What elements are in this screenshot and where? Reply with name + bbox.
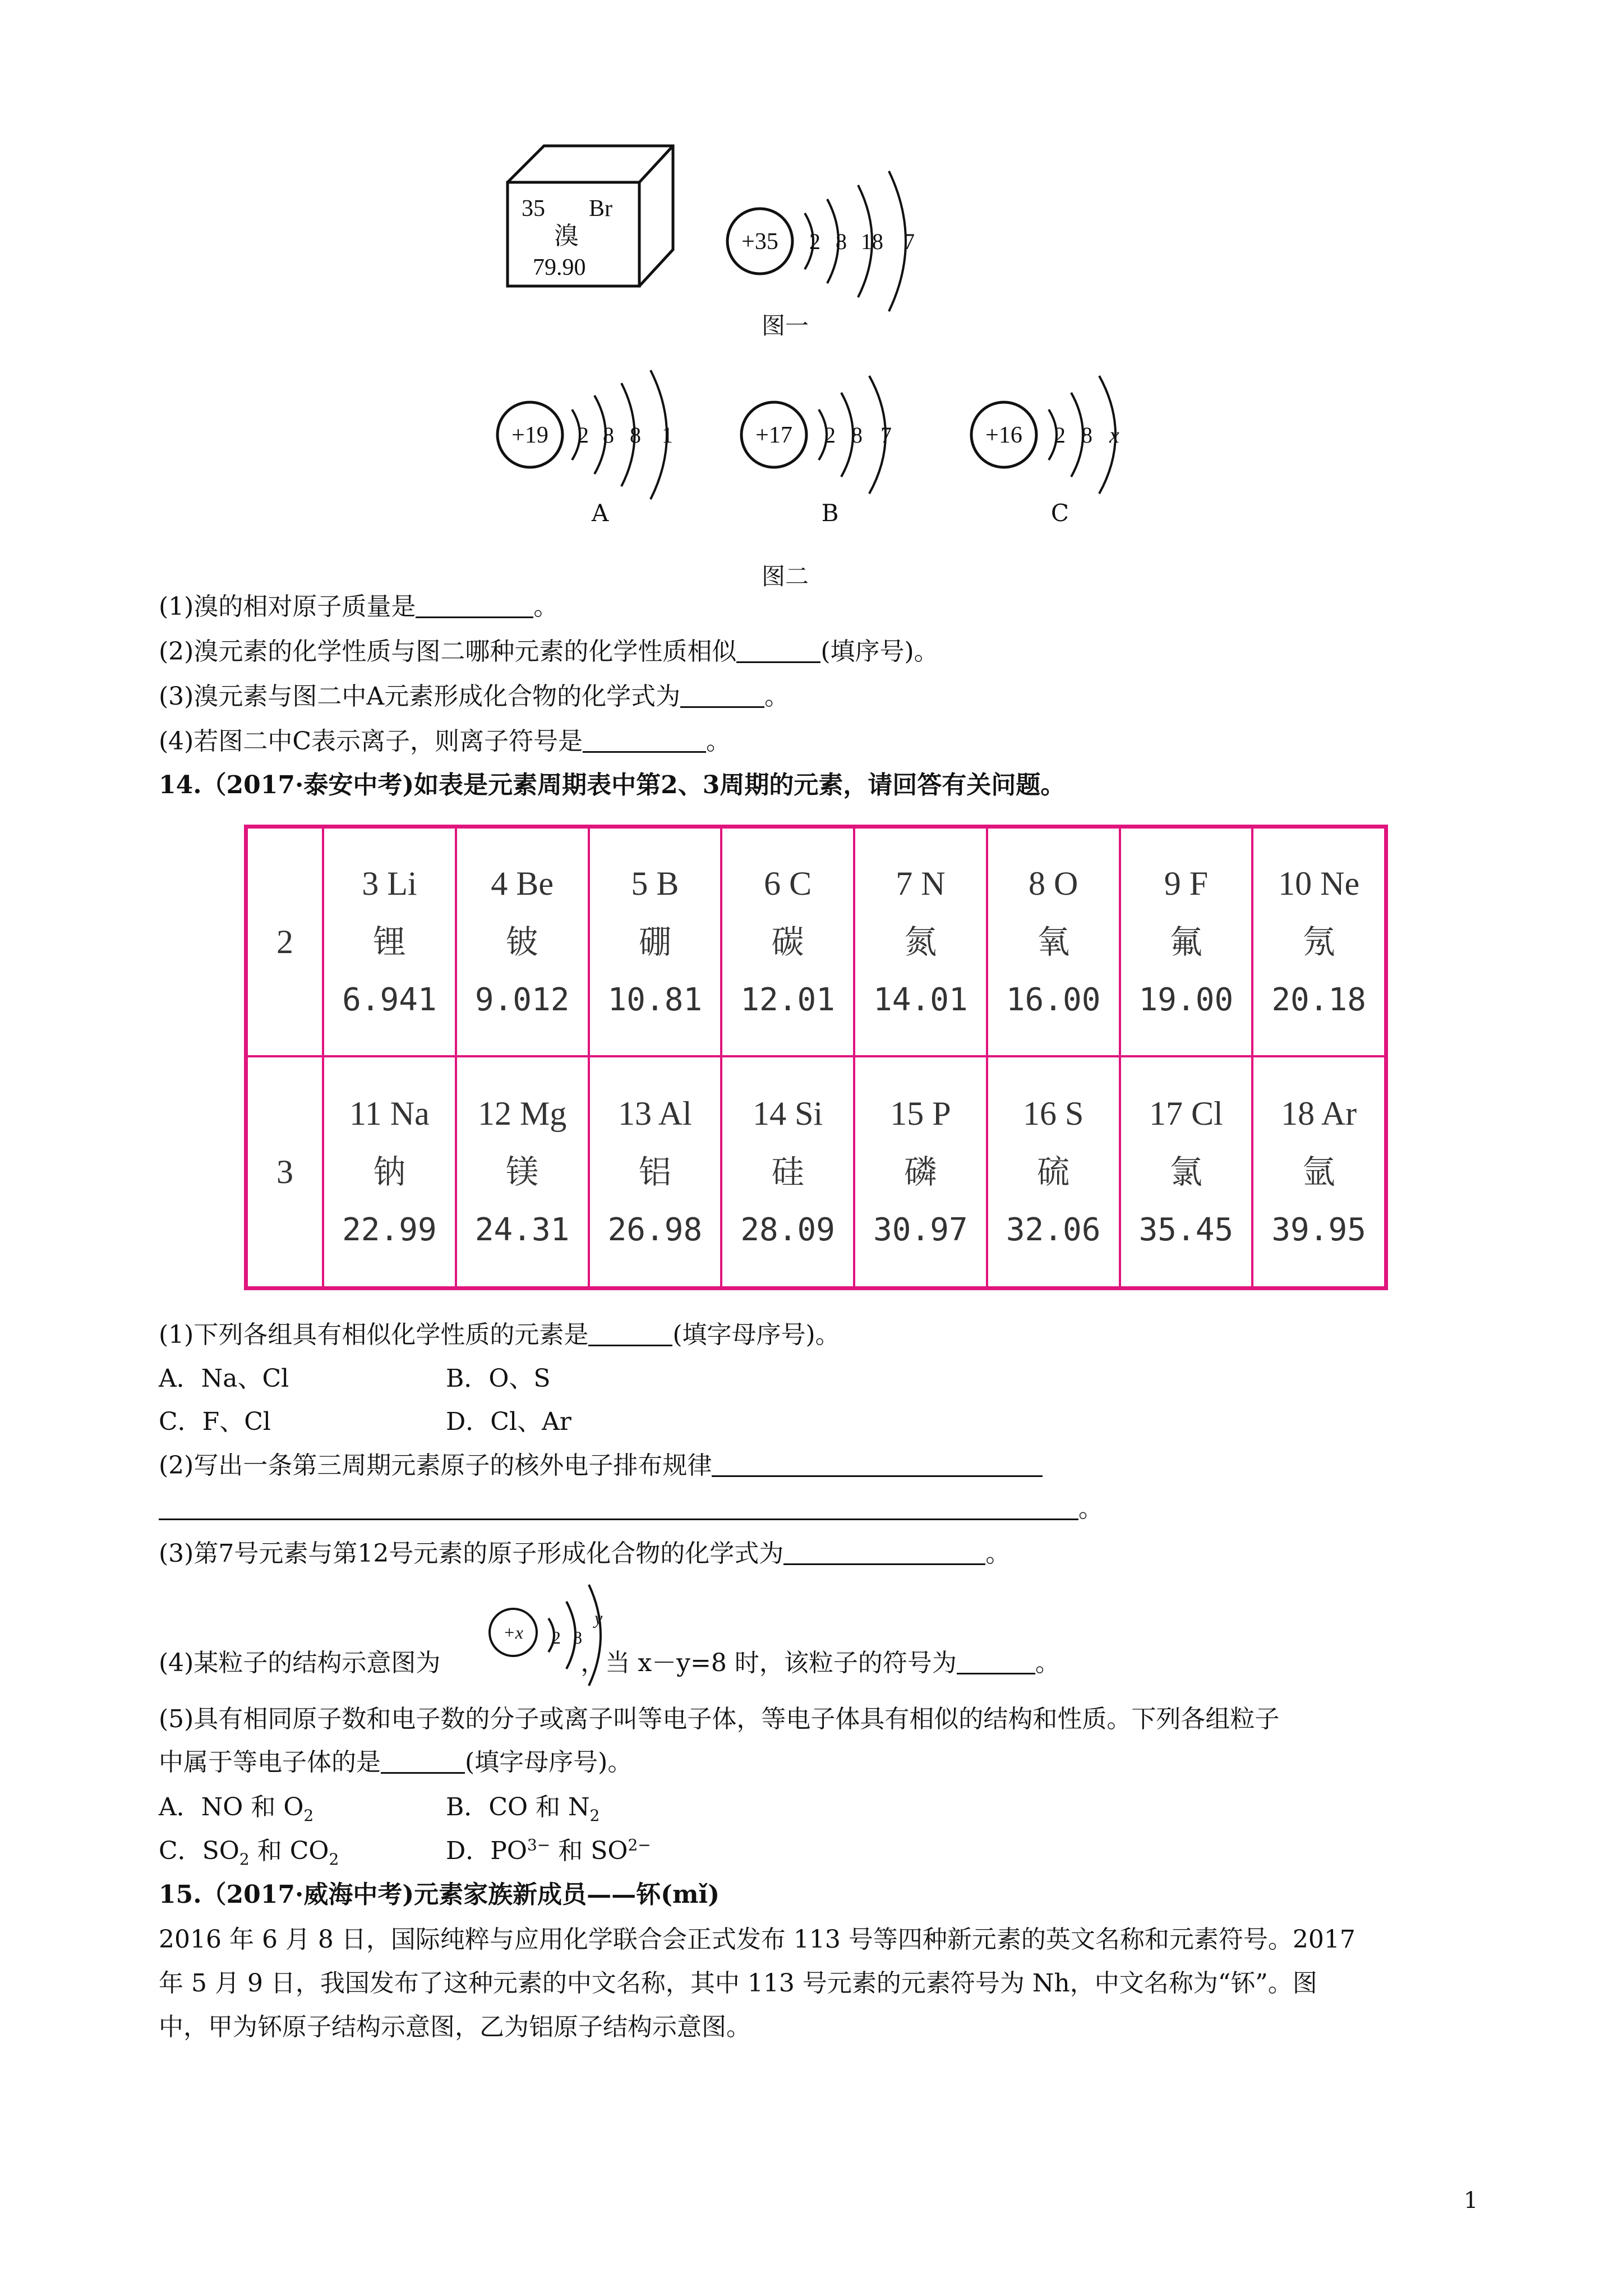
element-cell: [988, 829, 1121, 1055]
element-cell: [1253, 829, 1384, 1055]
nucleus-charge: +16: [985, 422, 1022, 448]
element-cell: [1121, 829, 1254, 1055]
option-text: A．NO 和 O: [159, 1793, 304, 1821]
shell-electrons: 7: [880, 422, 892, 448]
element-cell: [988, 1057, 1121, 1286]
subscript: 2: [239, 1849, 250, 1869]
element-name: 硅: [771, 1153, 804, 1191]
figure-2-caption: 图二: [761, 563, 809, 590]
shell-electrons: 2: [824, 422, 836, 448]
q14-part2-continued: [159, 1492, 1103, 1526]
bromine-card: [505, 143, 679, 292]
nucleus-charge: +19: [511, 422, 548, 448]
q15-title: 15.（2017·威海中考)元素家族新成员——钚(mǐ): [159, 1880, 720, 1909]
element-mass: 10.81: [607, 982, 703, 1018]
period-number: 2: [248, 829, 324, 1055]
shell-electrons: 8: [836, 229, 847, 254]
element-name: 氩: [1302, 1153, 1335, 1191]
element-name: 铝: [638, 1153, 671, 1191]
atom-diagram-c: [965, 367, 1144, 513]
q14-part5-blank[interactable]: [381, 1747, 465, 1774]
element-symbol: 6 C: [764, 865, 812, 902]
q14-part1-option-a: A．Na、Cl: [159, 1364, 289, 1393]
q14-part5-option-a: [159, 1791, 313, 1824]
table-row: [248, 1057, 1384, 1286]
period: 。: [985, 1539, 1011, 1568]
atom-label-c: C: [1050, 499, 1069, 527]
shell-electrons: 2: [809, 229, 820, 254]
element-symbol: 16 S: [1022, 1095, 1084, 1132]
atom-label-a: A: [591, 499, 609, 527]
element-cell: [855, 1057, 988, 1286]
bromine-atom-diagram: [721, 163, 945, 320]
bromine-number: 35: [522, 196, 545, 222]
page-number: 1: [1464, 2188, 1478, 2214]
q13-part3-text: (3)溴元素与图二中A元素形成化合物的化学式为: [159, 682, 681, 711]
q14-title: 14.（2017·泰安中考)如表是元素周期表中第2、3周期的元素，请回答有关问题。: [159, 771, 1066, 799]
option-text: C．SO: [159, 1837, 239, 1865]
element-cell: [722, 1057, 855, 1286]
q13-part2-text: (2)溴元素的化学性质与图二哪种元素的化学性质相似: [159, 637, 737, 666]
bromine-nucleus: +35: [741, 229, 778, 255]
option-text: D．PO: [446, 1837, 527, 1865]
element-cell: [1121, 1057, 1254, 1286]
superscript: 2−: [628, 1835, 651, 1855]
element-symbol: 5 B: [631, 865, 679, 902]
shell-electrons: 8: [603, 422, 614, 448]
element-symbol: 14 Si: [753, 1095, 823, 1132]
q14-part4-condition: ，当 x－y=8 时，该粒子的符号为: [580, 1649, 957, 1677]
table-row: [248, 829, 1384, 1057]
element-symbol: 3 Li: [362, 865, 417, 902]
element-name: 镁: [506, 1153, 539, 1191]
q13-part4-text: (4)若图二中C表示离子，则离子符号是: [159, 727, 583, 756]
element-name: 氧: [1037, 923, 1070, 961]
period: 。: [533, 592, 559, 621]
q13-part1-text: (1)溴的相对原子质量是: [159, 592, 416, 621]
q15-line3: 中，甲为钚原子结构示意图，乙为铝原子结构示意图。: [159, 2013, 751, 2041]
element-mass: 14.01: [873, 982, 968, 1018]
q14-part1-tail: (填字母序号)。: [672, 1320, 840, 1349]
atom-label-b: B: [821, 499, 839, 527]
option-text: B．CO 和 N: [446, 1793, 590, 1821]
subscript: 2: [329, 1849, 339, 1869]
element-symbol: 4 Be: [491, 865, 554, 902]
element-mass: 39.95: [1271, 1212, 1366, 1248]
shell-electrons: 1: [662, 422, 673, 448]
q13-part4: [159, 725, 731, 758]
q14-part5-option-d: [446, 1834, 651, 1868]
element-mass: 12.01: [740, 982, 835, 1018]
shell-electrons: y: [594, 1608, 603, 1628]
shell-electrons: 2: [1054, 422, 1066, 448]
bromine-mass: 79.90: [533, 255, 586, 280]
element-cell: [457, 829, 590, 1055]
superscript: 3−: [527, 1835, 551, 1855]
q13-part2-blank[interactable]: [736, 637, 820, 663]
q14-part1-blank[interactable]: [588, 1320, 672, 1346]
element-mass: 28.09: [740, 1212, 835, 1248]
shell-electrons: 8: [573, 1627, 582, 1648]
option-text: 和 SO: [550, 1837, 628, 1865]
element-mass: 6.941: [342, 982, 437, 1018]
element-mass: 32.06: [1006, 1212, 1101, 1248]
element-name: 铍: [506, 923, 539, 961]
element-name: 锂: [373, 923, 406, 961]
nucleus-charge: +x: [503, 1622, 523, 1642]
option-text: 和 CO: [249, 1837, 329, 1865]
q14-part4-text: (4)某粒子的结构示意图为: [159, 1649, 441, 1677]
element-name: 硼: [638, 923, 671, 961]
period: 。: [1035, 1649, 1060, 1677]
q14-part3: [159, 1537, 1010, 1571]
atom-diagram-b: [735, 367, 914, 513]
element-symbol: 10 Ne: [1278, 865, 1360, 902]
element-symbol: 7 N: [896, 865, 946, 902]
element-name: 氟: [1169, 923, 1202, 961]
q14-part5-line2: [159, 1746, 632, 1779]
element-name: 钠: [373, 1153, 406, 1191]
q14-part5-option-c: [159, 1834, 339, 1868]
element-name: 碳: [771, 923, 804, 961]
period-number: 3: [248, 1057, 324, 1286]
element-mass: 24.31: [474, 1212, 570, 1248]
period: 。: [764, 682, 790, 711]
element-name: 氯: [1169, 1153, 1202, 1191]
q14-part1-option-c: C．F、Cl: [159, 1407, 271, 1436]
shell-electrons: x: [1109, 422, 1119, 448]
element-symbol: 12 Mg: [477, 1095, 567, 1132]
bromine-symbol: Br: [589, 196, 612, 222]
q14-part5-line1: (5)具有相同原子数和电子数的分子或离子叫等电子体，等电子体具有相似的结构和性质。下列各组粒子: [159, 1705, 1280, 1733]
element-symbol: 17 Cl: [1149, 1095, 1223, 1132]
element-symbol: 13 Al: [618, 1095, 692, 1132]
figure-1-caption: 图一: [761, 312, 809, 339]
q14-part1-option-b: B．O、S: [446, 1364, 551, 1393]
q14-part4-blank[interactable]: [957, 1648, 1035, 1674]
q14-part3-text: (3)第7号元素与第12号元素的原子形成化合物的化学式为: [159, 1539, 784, 1568]
element-cell: [590, 829, 723, 1055]
element-name: 氖: [1302, 923, 1335, 961]
period: 。: [706, 727, 731, 756]
period: 。: [1078, 1494, 1103, 1523]
element-mass: 20.18: [1271, 982, 1366, 1018]
element-cell: [590, 1057, 723, 1286]
q14-part5-option-b: [446, 1791, 600, 1824]
element-cell: [457, 1057, 590, 1286]
subscript: 2: [589, 1806, 600, 1825]
q15-line1: 2016 年 6 月 8 日，国际纯粹与应用化学联合会正式发布 113 号等四种新元素的英文名称和元素符号。2017: [159, 1925, 1355, 1954]
shell-electrons: 18: [861, 229, 883, 254]
element-name: 硫: [1037, 1153, 1070, 1191]
element-cell: [1253, 1057, 1384, 1286]
atom-diagram-a: [494, 367, 695, 513]
nucleus-charge: +17: [755, 422, 792, 448]
shell-electrons: 7: [903, 229, 915, 254]
element-symbol: 9 F: [1164, 865, 1209, 902]
q15-line2: 年 5 月 9 日，我国发布了这种元素的中文名称，其中 113 号元素的元素符号为 Nh，中文名称为“钚”。图: [159, 1969, 1317, 1998]
shell-electrons: 2: [578, 422, 589, 448]
element-mass: 26.98: [607, 1212, 703, 1248]
q14-part1-text: (1)下列各组具有相似化学性质的元素是: [159, 1320, 589, 1349]
periodic-table: [244, 825, 1388, 1290]
element-symbol: 15 P: [890, 1095, 951, 1132]
element-cell: [324, 829, 457, 1055]
element-symbol: 18 Ar: [1281, 1095, 1357, 1132]
q13-part2-tail: (填序号)。: [820, 637, 939, 666]
shell-electrons: 8: [1081, 422, 1092, 448]
element-symbol: 8 O: [1028, 865, 1078, 902]
q14-part5-text: 中属于等电子体的是: [159, 1748, 381, 1777]
q13-part4-blank[interactable]: [583, 726, 706, 753]
element-name: 磷: [904, 1153, 937, 1191]
q13-part3-blank[interactable]: [680, 682, 764, 708]
q14-part2: [159, 1449, 1043, 1483]
element-name: 氮: [904, 923, 937, 961]
shell-electrons: 8: [851, 422, 863, 448]
subscript: 2: [303, 1806, 314, 1825]
q14-part1-option-d: D．Cl、Ar: [446, 1407, 571, 1436]
element-cell: [855, 829, 988, 1055]
shell-electrons: 8: [630, 422, 641, 448]
q13-part1: [159, 590, 558, 624]
element-mass: 22.99: [342, 1212, 437, 1248]
element-mass: 19.00: [1138, 982, 1234, 1018]
q14-part3-blank[interactable]: [783, 1539, 985, 1565]
q14-part2-blank-2[interactable]: [159, 1494, 1078, 1520]
shell-electrons: 2: [552, 1627, 561, 1648]
q14-part4: [159, 1646, 1060, 1680]
element-mass: 16.00: [1006, 982, 1101, 1018]
q14-part5-tail: (填字母序号)。: [465, 1748, 633, 1777]
element-symbol: 11 Na: [349, 1095, 430, 1132]
q14-part1: [159, 1318, 840, 1352]
q13-part1-blank[interactable]: [416, 592, 533, 618]
element-mass: 30.97: [873, 1212, 968, 1248]
q14-part2-text: (2)写出一条第三周期元素原子的核外电子排布规律: [159, 1451, 712, 1480]
q13-part3: [159, 680, 789, 714]
element-mass: 9.012: [474, 982, 570, 1018]
q14-part2-blank[interactable]: [712, 1451, 1043, 1477]
element-cell: [324, 1057, 457, 1286]
q13-part2: [159, 635, 939, 669]
element-mass: 35.45: [1138, 1212, 1234, 1248]
bromine-name: 溴: [554, 222, 579, 250]
element-cell: [722, 829, 855, 1055]
